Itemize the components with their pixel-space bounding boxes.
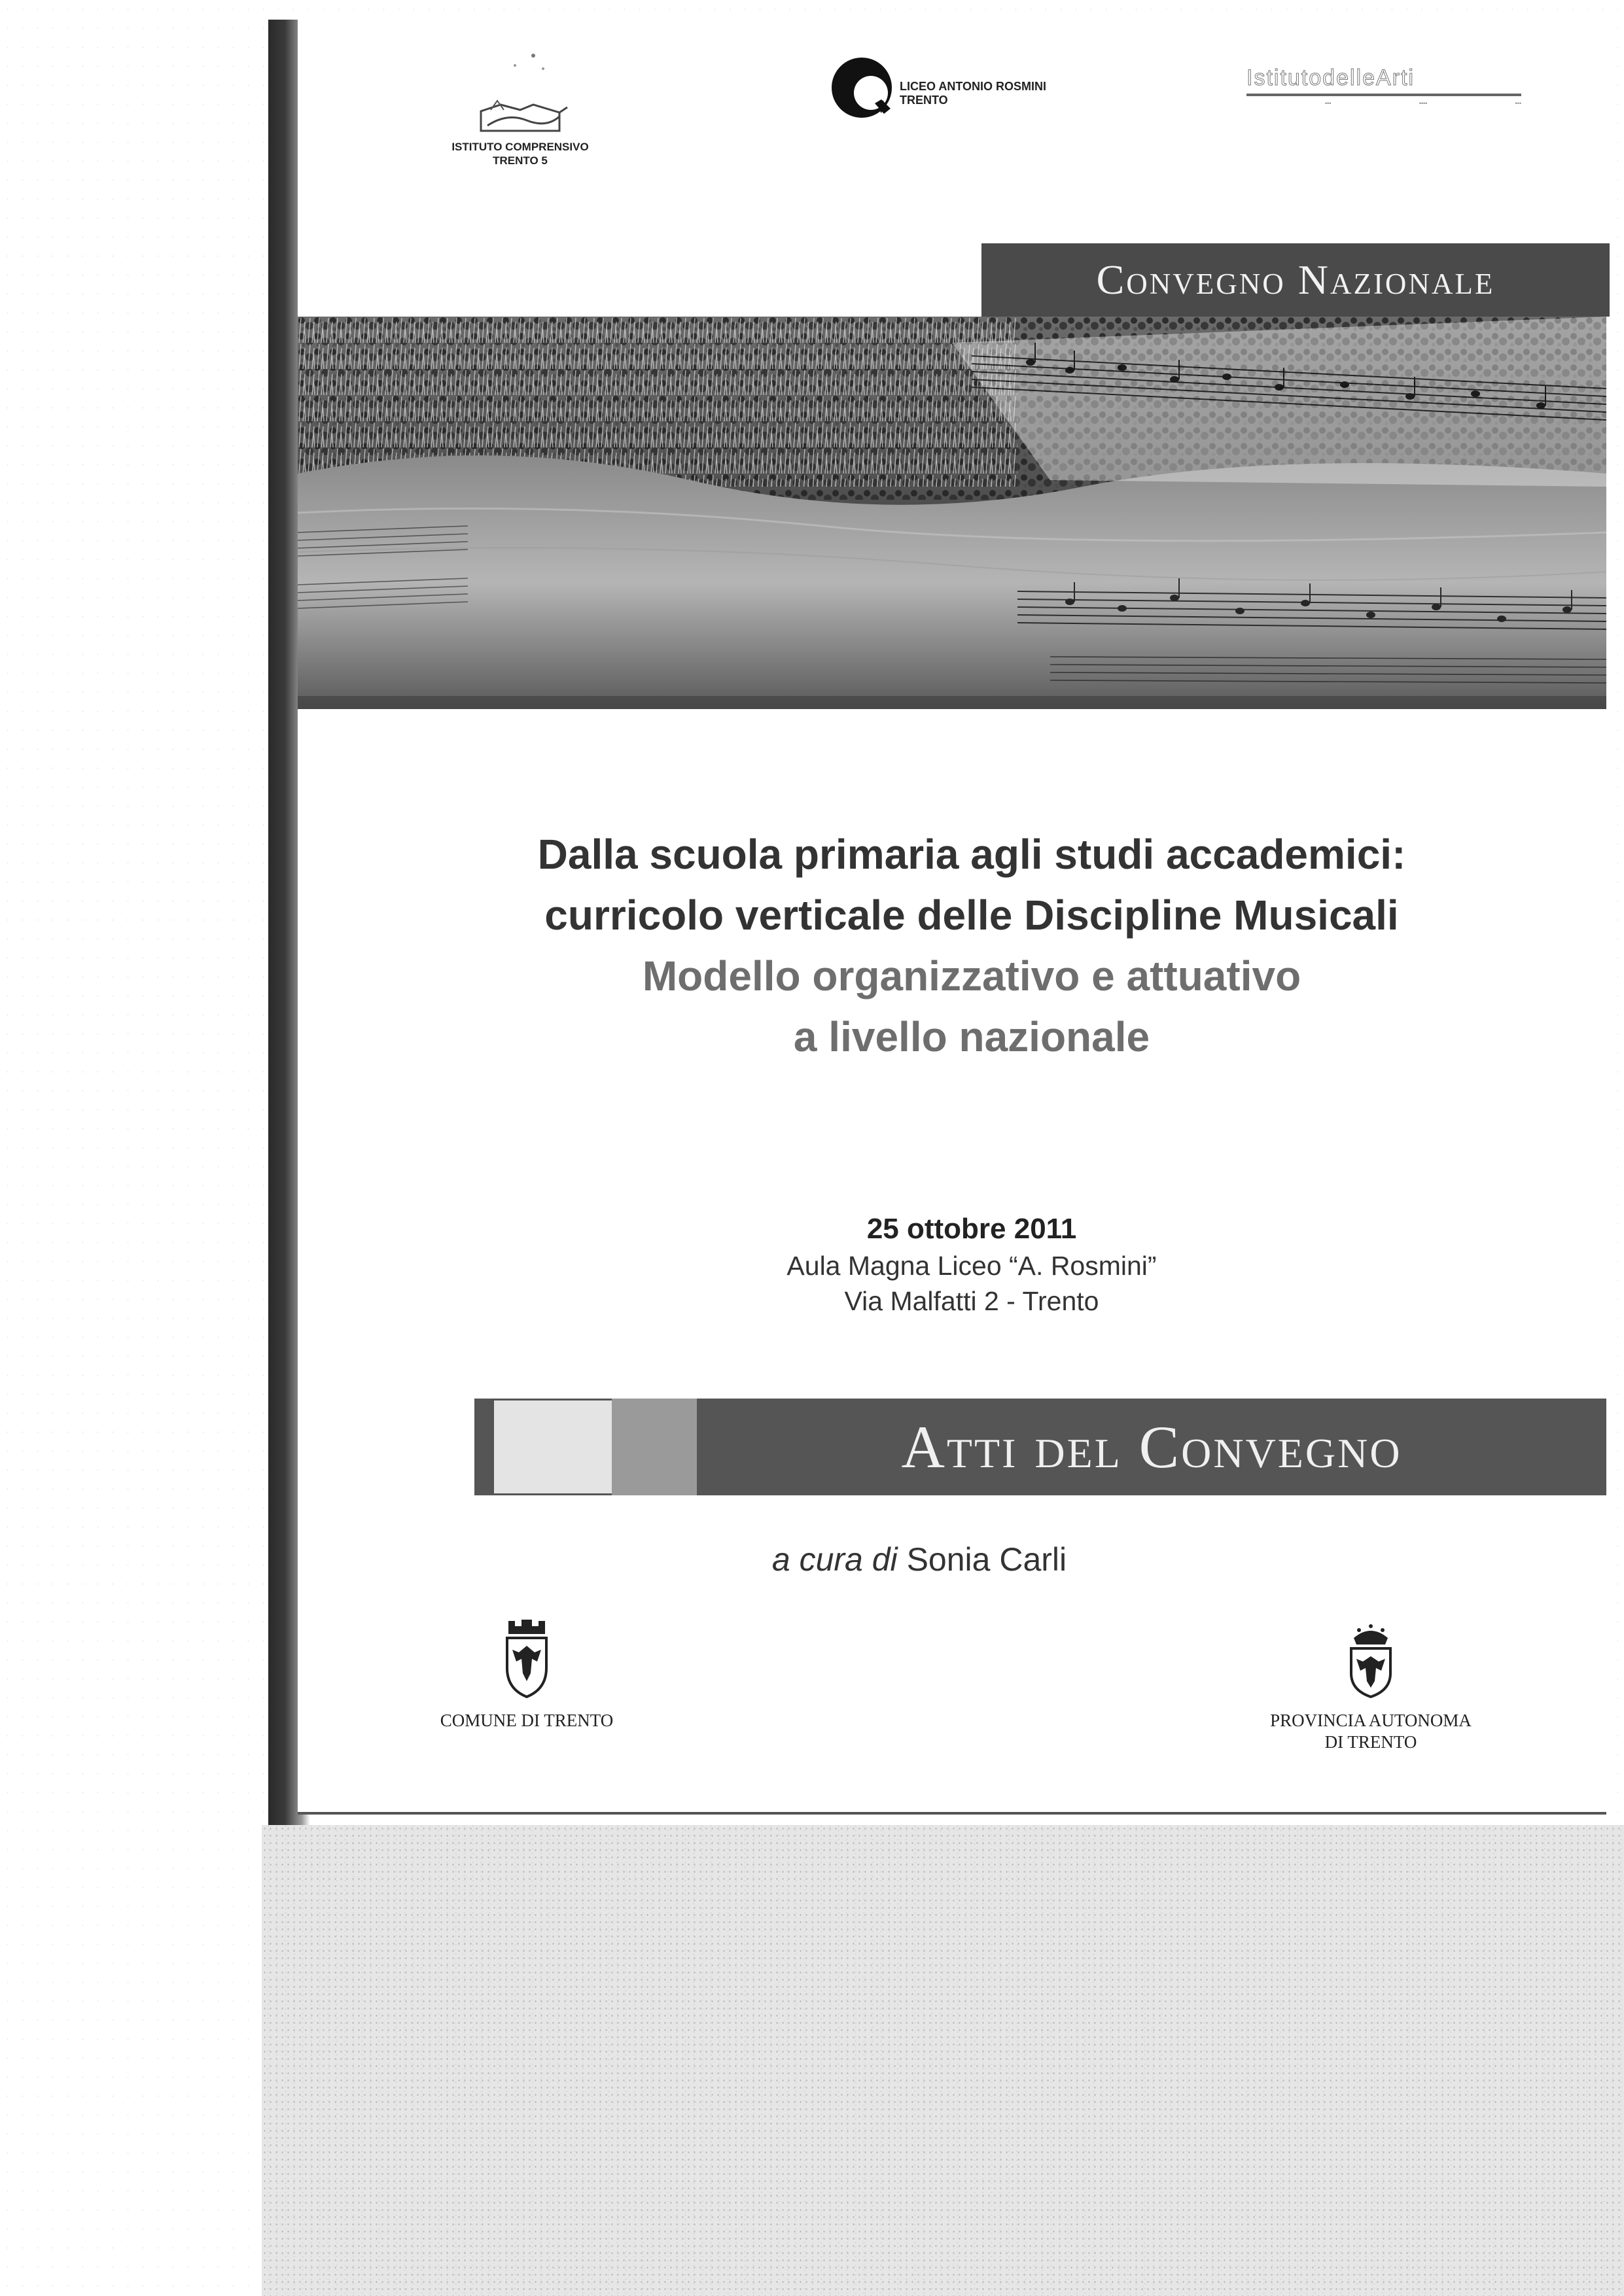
comune-trento-emblem [415, 1616, 638, 1731]
title-line-3: Modello organizzativo e attuativo [642, 952, 1301, 1000]
arti-logo-name: IstitutodelleArti [1246, 65, 1415, 90]
convegno-banner-label: Convegno Nazionale [1096, 256, 1495, 303]
cover-page [298, 13, 1606, 1815]
event-date: 25 ottobre 2011 [866, 1213, 1077, 1245]
title-line-1: Dalla scuola primaria agli studi accademici: [537, 831, 1406, 878]
atti-bar-mid-block [612, 1399, 697, 1495]
provincia-coat-of-arms-icon [1345, 1622, 1397, 1701]
istituto-arti-logo [1246, 65, 1528, 124]
comune-coat-of-arms-icon [501, 1616, 553, 1701]
title-line-2: curricolo verticale delle Discipline Musicali [544, 892, 1399, 939]
istituto-line-1: ISTITUTO COMPRENSIVO [451, 141, 589, 153]
event-address: Via Malfatti 2 - Trento [844, 1286, 1099, 1316]
event-info [612, 1210, 1332, 1319]
istituto-comprensivo-logo [422, 39, 618, 190]
provincia-line-2: DI TRENTO [1324, 1732, 1417, 1752]
atti-banner-label: Atti del Convegno [901, 1414, 1402, 1480]
rosmini-line-2: TRENTO [900, 94, 948, 107]
liceo-rosmini-logo [828, 54, 1168, 126]
editor-name: Sonia Carli [906, 1541, 1067, 1578]
istituto-line-2: TRENTO 5 [493, 154, 548, 167]
river-music-score-image [298, 317, 1606, 709]
atti-banner [697, 1399, 1606, 1495]
convegno-banner [981, 243, 1610, 317]
rosmini-line-1: LICEO ANTONIO ROSMINI [900, 80, 1047, 93]
cover-photo [298, 317, 1606, 709]
rosmini-emblem-icon [828, 54, 900, 126]
title-line-4: a livello nazionale [793, 1013, 1150, 1060]
arti-logo-rule [1246, 94, 1521, 96]
arti-logo-subtext: ••• •••• ••• [1325, 100, 1521, 107]
cover-content [298, 13, 1606, 1812]
atti-bar-light-block [494, 1399, 612, 1495]
event-venue: Aula Magna Liceo “A. Rosmini” [786, 1251, 1157, 1281]
atti-bar-edge [474, 1399, 494, 1495]
comune-trento-label: COMUNE DI TRENTO [440, 1711, 614, 1730]
provincia-trento-emblem [1246, 1622, 1495, 1753]
scanner-background [262, 1825, 1624, 2296]
school-building-icon [461, 39, 579, 137]
editor-prefix: a cura di [771, 1541, 898, 1578]
document-title [350, 824, 1593, 1068]
editor-credit [625, 1540, 1214, 1578]
provincia-line-1: PROVINCIA AUTONOMA [1270, 1711, 1472, 1730]
